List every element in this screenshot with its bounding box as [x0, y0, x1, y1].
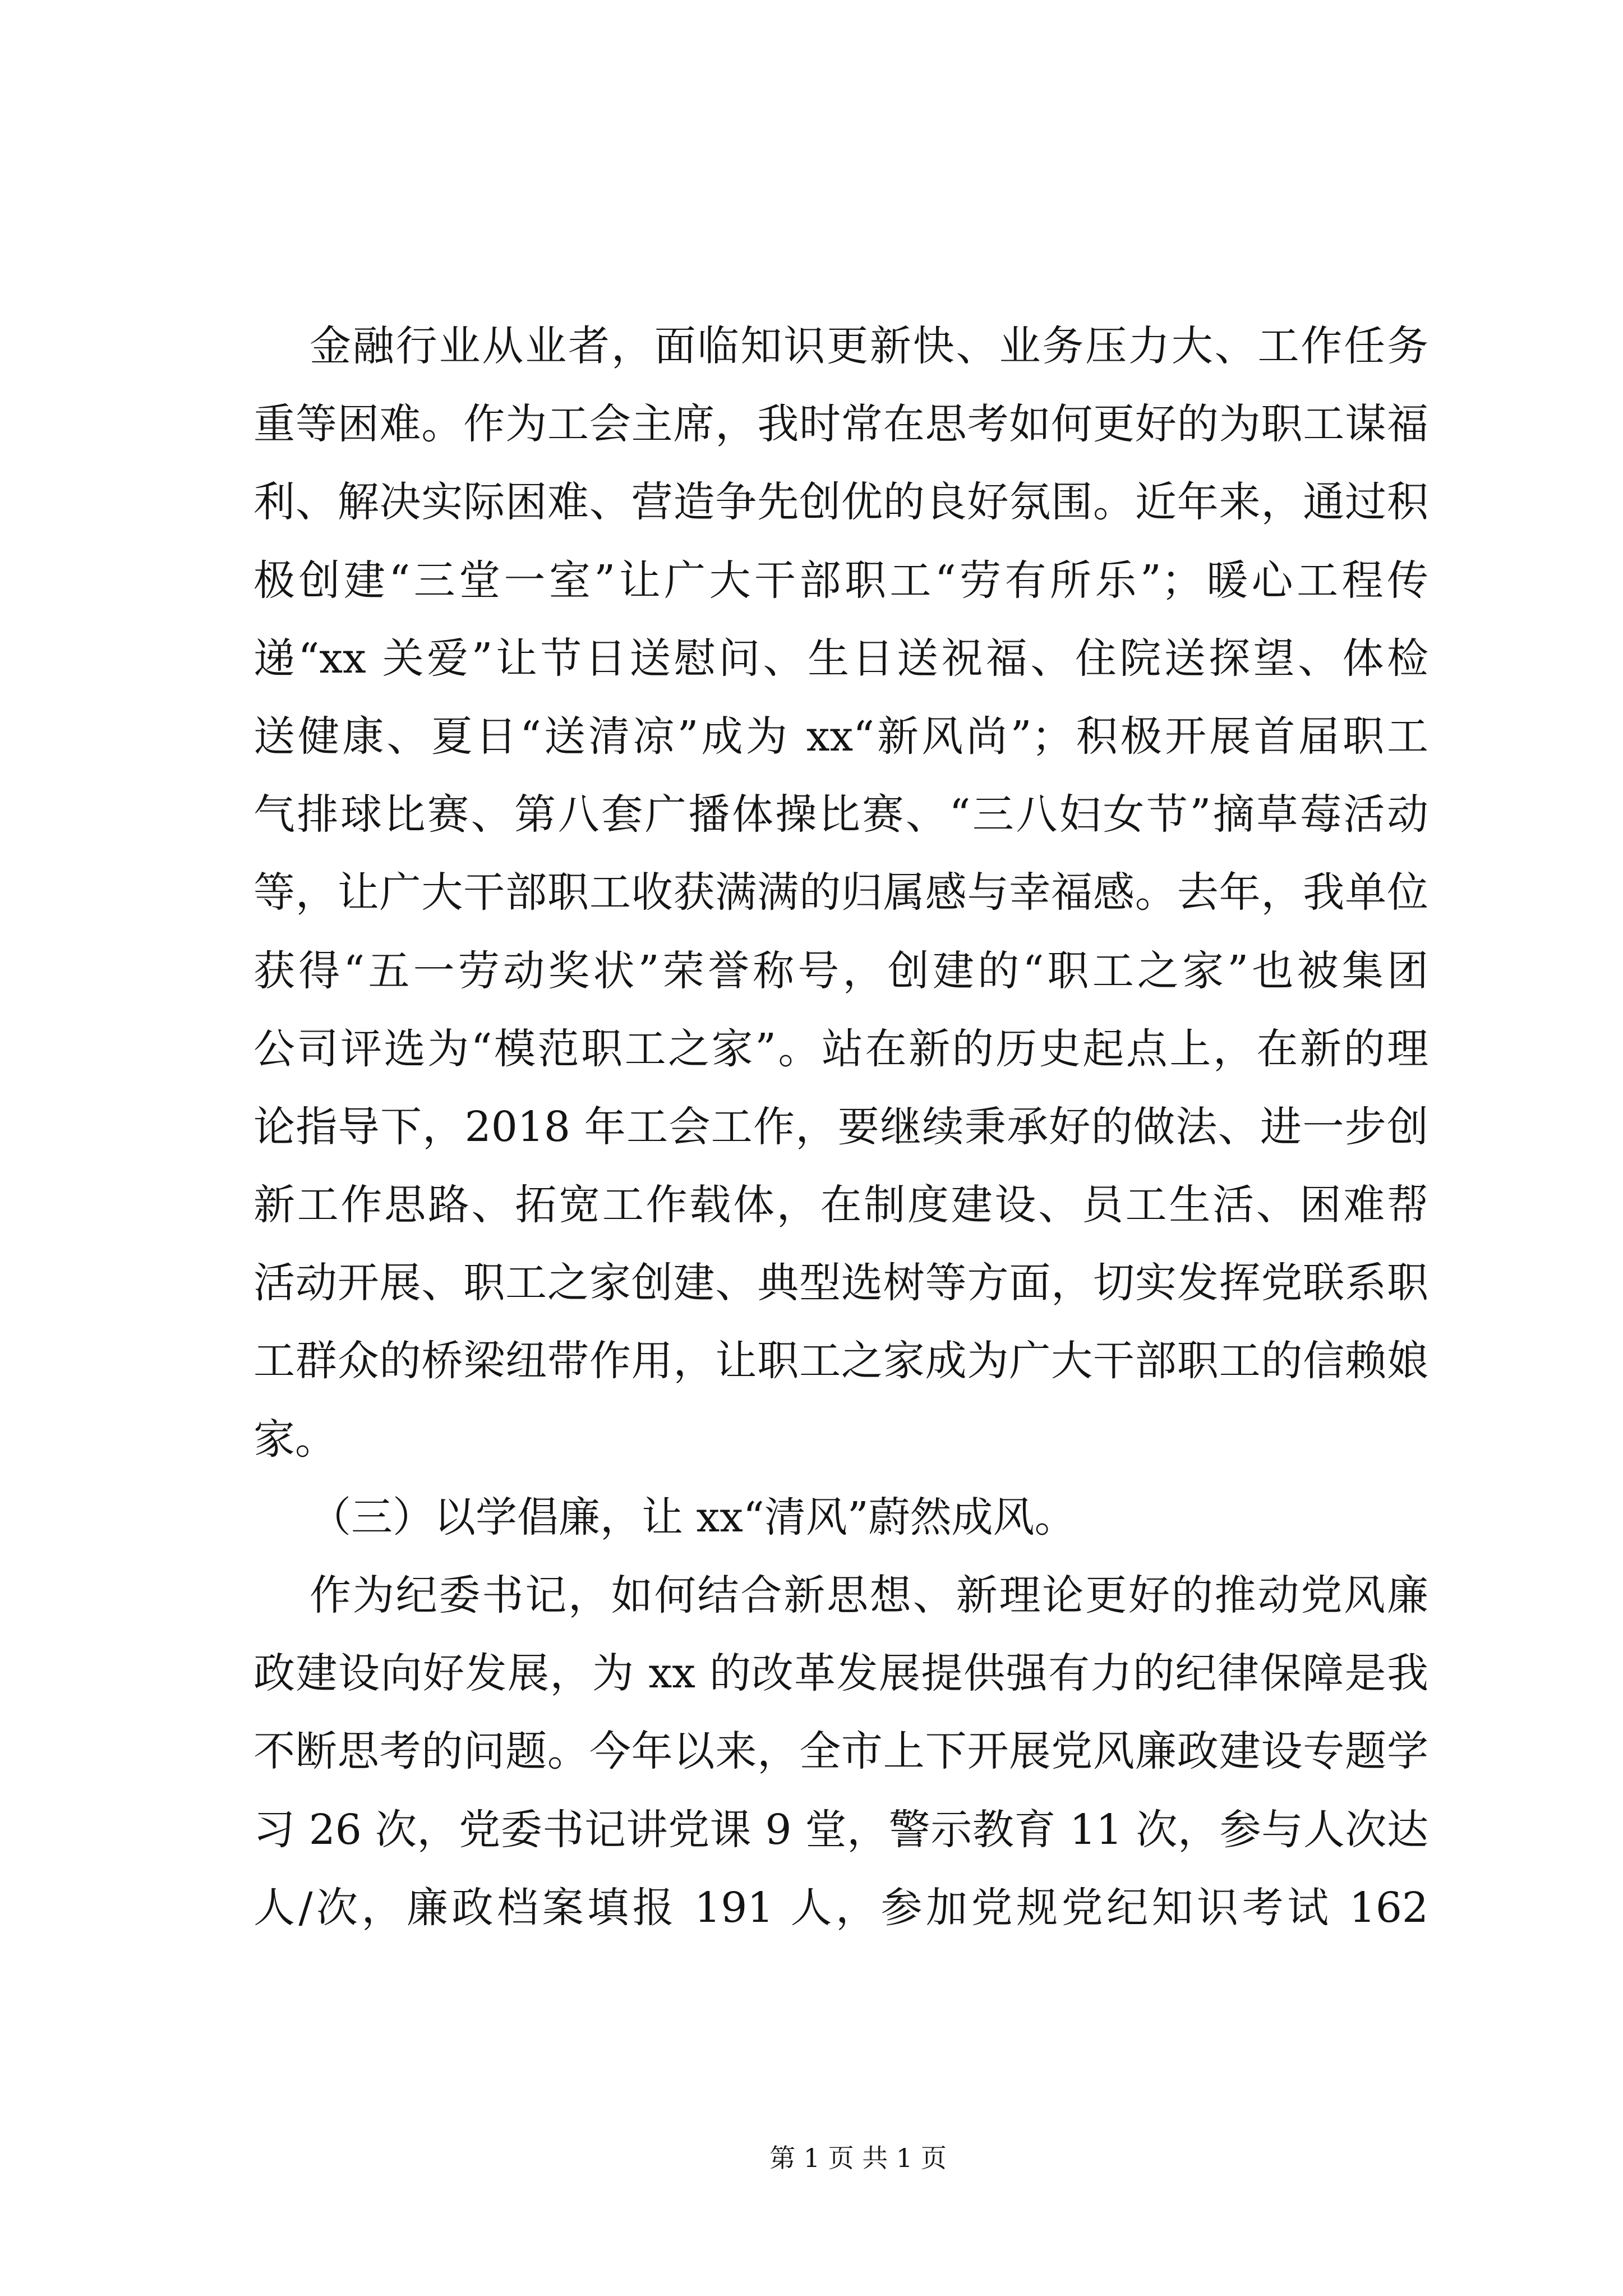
section-heading: （三）以学倡廉，让 xx“清风”蔚然成风。: [310, 1493, 1076, 1542]
page-footer: 第 1 页 共 1 页: [769, 2143, 947, 2173]
body-line: 气排球比赛、第八套广播体操比赛、“三八妇女节”摘草莓活动: [253, 790, 1428, 839]
body-line: 极创建“三堂一室”让广大干部职工“劳有所乐”；暖心工程传: [253, 556, 1428, 605]
body-line: 公司评选为“模范职工之家”。站在新的历史起点上，在新的理: [253, 1024, 1428, 1073]
body-line: 重等困难。作为工会主席，我时常在思考如何更好的为职工谋福: [253, 400, 1428, 449]
body-line: 利、解决实际困难、营造争先创优的良好氛围。近年来，通过积: [253, 478, 1428, 527]
body-line: 习 26 次，党委书记讲党课 9 堂，警示教育 11 次，参与人次达: [253, 1805, 1428, 1854]
body-line: 政建设向好发展，为 xx 的改革发展提供强有力的纪律保障是我: [253, 1649, 1428, 1698]
paragraph-union-work: [253, 307, 1428, 1479]
body-line: 送健康、夏日“送清凉”成为 xx“新风尚”；积极开展首届职工: [253, 712, 1428, 761]
document-body: [253, 307, 1428, 1947]
body-line: 论指导下，2018 年工会工作，要继续秉承好的做法、进一步创: [253, 1102, 1428, 1151]
body-line: 工群众的桥梁纽带作用，让职工之家成为广大干部职工的信赖娘: [253, 1337, 1428, 1386]
body-line: 活动开展、职工之家创建、典型选树等方面，切实发挥党联系职: [253, 1259, 1428, 1308]
body-line: 递“xx 关爱”让节日送慰问、生日送祝福、住院送探望、体检: [253, 634, 1428, 683]
paragraph-discipline-work: [253, 1557, 1428, 1947]
body-line: 作为纪委书记，如何结合新思想、新理论更好的推动党风廉: [310, 1571, 1428, 1619]
body-line: 金融行业从业者，面临知识更新快、业务压力大、工作任务: [310, 322, 1428, 370]
section-heading-block: [253, 1479, 1428, 1557]
body-line: 不断思考的问题。今年以来，全市上下开展党风廉政建设专题学: [253, 1727, 1428, 1776]
body-line: 人/次，廉政档案填报 191 人，参加党规党纪知识考试 162: [253, 1883, 1428, 1932]
body-line: 家。: [253, 1415, 336, 1464]
body-line: 新工作思路、拓宽工作载体，在制度建设、员工生活、困难帮: [253, 1181, 1428, 1230]
body-line: 等，让广大干部职工收获满满的归属感与幸福感。去年，我单位: [253, 868, 1428, 917]
body-line: 获得“五一劳动奖状”荣誉称号，创建的“职工之家”也被集团: [253, 946, 1428, 995]
